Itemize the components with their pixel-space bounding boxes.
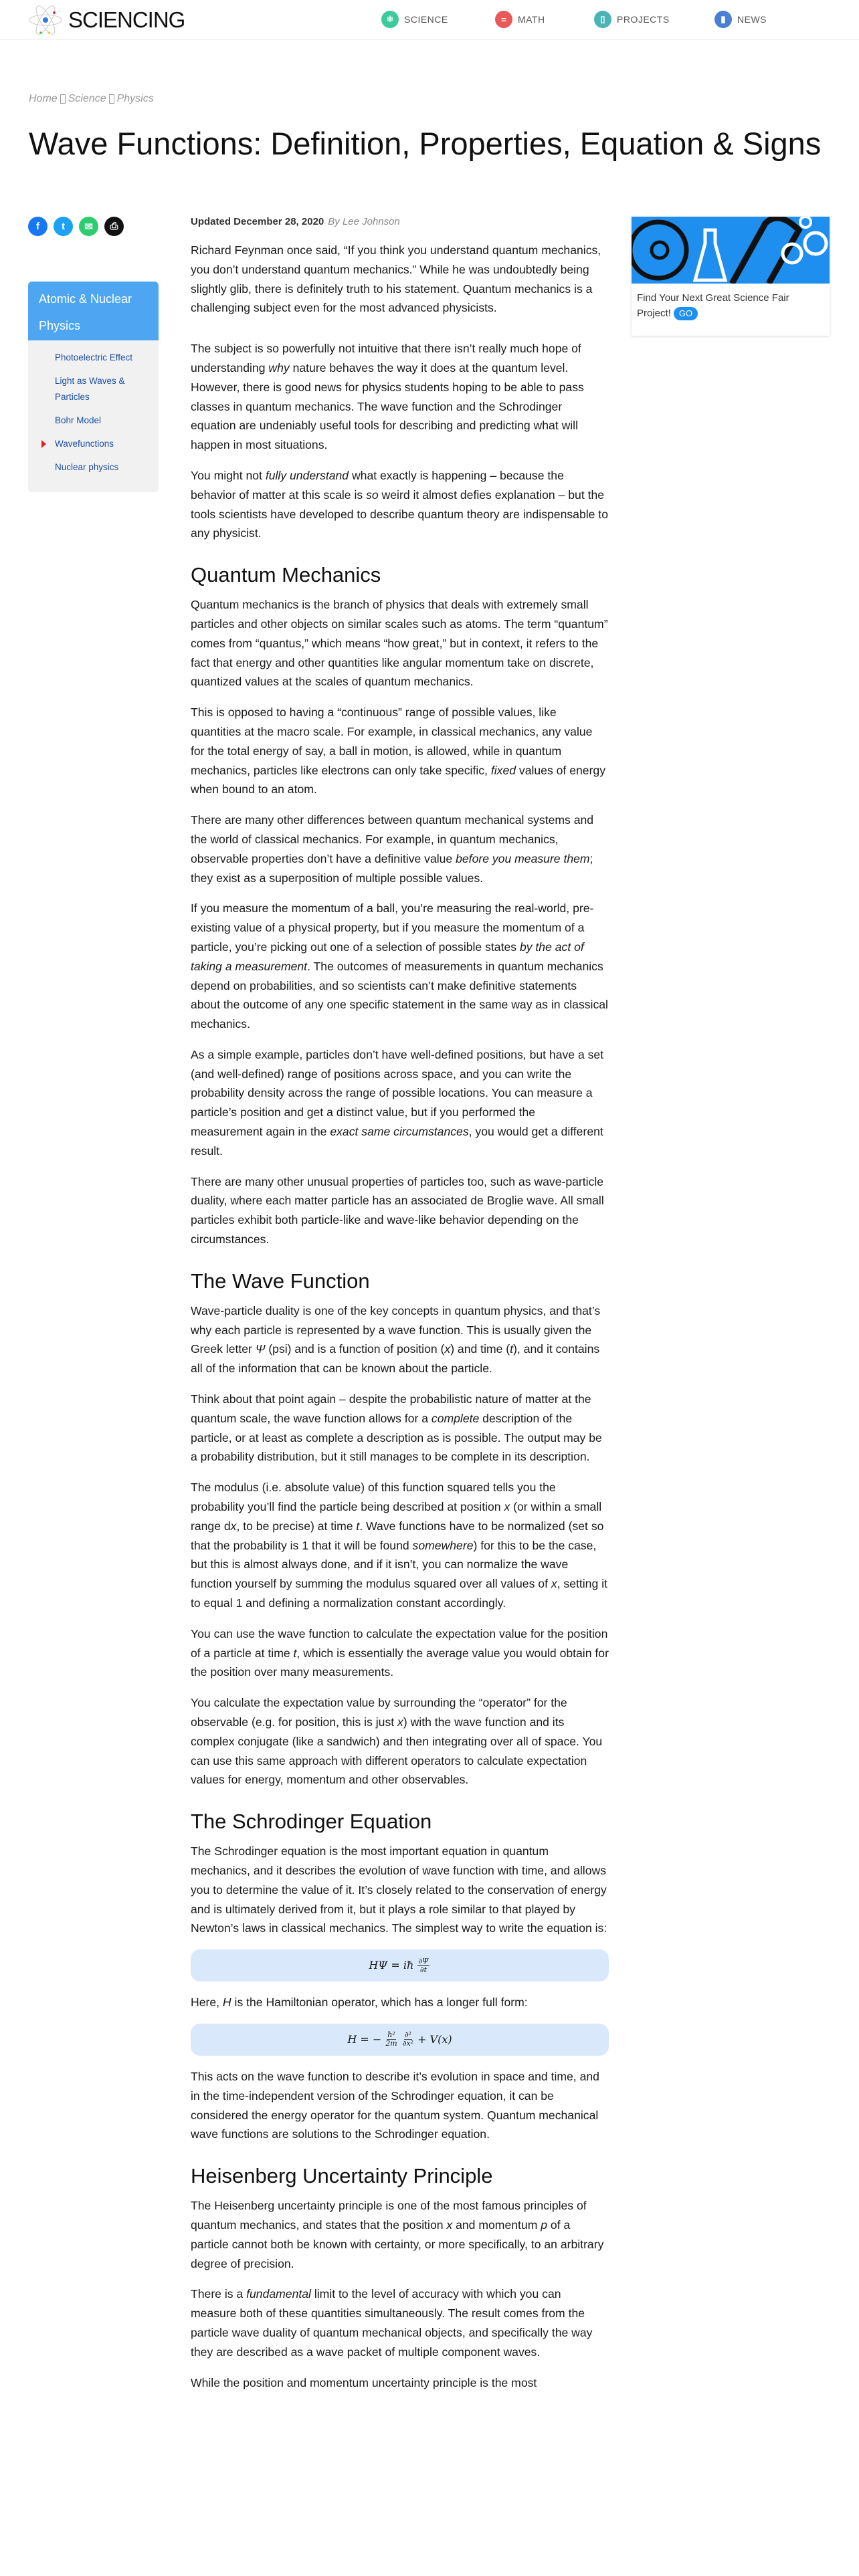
site-logo[interactable] — [27, 4, 185, 36]
text-run: ) and time ( — [450, 1342, 510, 1356]
text-run: This is opposed to having a “continuous” range of possible values, like quantities at the macro scale. For example, in classical mechanics, any value for the total energy of say, a ball in motion, is allowed, while in quantum mechanics, particles like electrons can only take specific, — [191, 706, 593, 777]
breadcrumb-separator-icon — [109, 94, 114, 104]
text-run: ) for this to be the case, but this is almost always done, and if it isn’t, you can normalize the wave function yourself by summing the modulus squared over all values of — [191, 1538, 597, 1591]
emphasis-text: t — [293, 1646, 297, 1660]
science-illustration — [632, 217, 830, 284]
equation-box — [191, 2024, 609, 2056]
text-run: Wave-particle duality is one of the key concepts in quantum physics, and that’s why each particle is represented by a wave function. This is usually given the Greek letter — [191, 1303, 601, 1356]
share-buttons — [28, 217, 124, 236]
section-heading — [191, 1268, 609, 1295]
equals-icon: = — [495, 11, 512, 28]
breadcrumb-science[interactable]: Science — [68, 93, 106, 104]
emphasis-text: fully understand — [265, 468, 349, 482]
science-fair-ad[interactable] — [632, 217, 830, 336]
sidebar-item[interactable]: Bohr Model — [55, 415, 102, 425]
text-run: This acts on the wave function to describe it’s evolution in space and time, and in the time-independent version of the Schrodinger equation, it can be considered the energy operator for the quantum system. Quantum mechanical wave functions are solutions to the Schrodinger equation. — [191, 2069, 599, 2141]
emphasis-text: fundamental — [246, 2287, 311, 2301]
text-run: values of energy when bound to an atom. — [191, 763, 606, 796]
paragraph — [191, 1172, 609, 1249]
text-run: ) with the wave function and its complex conjugate (like a sandwich) and then integrating over all of space. You can use this same approach with different operators to calculate expectation values for energy, momentum and other observables. — [191, 1715, 603, 1787]
text-run: limit to the level of accuracy with which you can measure both of these quantities simultaneously. The result comes from the particle wave duality of quantum mechanical objects, and specifically the way they are described as a wave packet of multiple component waves. — [191, 2287, 593, 2359]
nav-news[interactable] — [714, 11, 767, 28]
section-heading — [191, 2163, 609, 2189]
emphasis-text: fixed — [490, 763, 516, 777]
text-run: The Schrodinger equation is the most important equation in quantum mechanics, and it describes the evolution of wave function with time, and allows you to determine the value of it. It’s closely related to the conservation of energy and is ultimately derived from it, but it plays a role similar to that played by Newton’s laws in classical mechanics. The simplest way to write the equation is: — [191, 1844, 607, 1935]
text-run: There are many other unusual properties of particles too, such as wave-particle duality, where each matter particle has an associated de Broglie wave. All small particles exhibit both particle-like and wave-like behavior depending on the circumstances. — [191, 1174, 604, 1247]
text-run: Heisenberg Uncertainty Principle — [191, 2164, 493, 2188]
updated-date: Updated December 28, 2020 — [191, 216, 324, 227]
paragraph — [191, 466, 609, 543]
text-run: of a particle cannot both be known with certainty, or more specifically, to an arbitrary degree of precision. — [191, 2218, 604, 2270]
nav-math[interactable] — [495, 11, 545, 28]
ad-text — [632, 284, 830, 328]
breadcrumb — [29, 93, 154, 105]
ad-headline: Find Your Next Great Science Fair Project! — [637, 292, 789, 319]
print-icon[interactable]: ⎙ — [104, 217, 124, 236]
equation-term: + V(x) — [417, 2032, 452, 2046]
nav-label: NEWS — [737, 14, 767, 25]
breadcrumb-separator-icon — [60, 94, 66, 104]
text-run: While the position and momentum uncertainty principle is the most — [191, 2375, 537, 2389]
atom-logo-icon — [27, 4, 64, 36]
text-run: , you would get a different result. — [191, 1125, 603, 1158]
email-icon[interactable]: ✉ — [79, 217, 98, 236]
topic-sidebar — [28, 282, 159, 492]
text-run: what exactly is happening – because the behavior of matter at this scale is — [191, 468, 564, 502]
emphasis-text: exact same circumstances — [330, 1125, 469, 1139]
equation-fraction — [385, 2031, 397, 2048]
text-run: You might not — [191, 468, 266, 482]
paragraph — [191, 339, 609, 455]
text-run: You can use the wave function to calculate the expectation value for the position of a particle at time — [191, 1626, 608, 1660]
nav-science[interactable] — [381, 11, 448, 28]
emphasis-text: t — [510, 1342, 514, 1356]
emphasis-text: x — [230, 1519, 237, 1533]
emphasis-text: why — [268, 360, 290, 374]
paragraph — [191, 1390, 609, 1467]
paragraph — [191, 1478, 609, 1613]
emphasis-text: by the act of taking a measurement — [191, 940, 584, 973]
article-body — [191, 241, 609, 2403]
book-icon: ▯ — [594, 11, 611, 28]
text-run: ), and it contains all of the information that can be known about the particle. — [191, 1342, 600, 1376]
text-run: Here, — [191, 1996, 223, 2010]
paragraph — [191, 811, 609, 887]
paragraph — [191, 1301, 609, 1378]
text-run: Richard Feynman once said, “If you think you understand quantum mechanics, you don’t understand quantum mechanics.” While he was undoubtedly being slightly glib, there is definitely truth to his statement. Quantum mechanics is a challenging subject even for the most advanced physicists. — [191, 243, 601, 315]
fraction-num: ∂² — [404, 2030, 411, 2040]
paragraph — [191, 1842, 609, 1938]
breadcrumb-physics[interactable]: Physics — [116, 93, 154, 104]
paragraph — [191, 1993, 609, 2012]
paragraph — [191, 2196, 609, 2273]
text-run: . Wave functions have to be normalized (set so that the probability is 1 that it will be found — [191, 1519, 604, 1552]
text-run: Think about that point again – despite the probabilistic nature of matter at the quantum scale, the wave function allows for a — [191, 1392, 591, 1425]
page-title: Wave Functions: Definition, Properties, Equation & Signs — [29, 126, 822, 161]
text-run: weird it almost defies explanation – but the tools scientists have developed to describe quantum theory are indispensable to any physicist. — [191, 488, 608, 540]
fraction-den: 2m — [385, 2039, 397, 2048]
facebook-icon[interactable]: f — [28, 217, 47, 236]
text-run: nature behaves the way it does at the quantum level. However, there is good news for physics students hoping to be able to pass classes in quantum mechanics. The wave function and the Schrodinger equation are undeniably useful tools for describing and predicting what will happen in most situations. — [191, 360, 584, 452]
paragraph — [191, 899, 609, 1034]
emphasis-text: p — [541, 2218, 548, 2232]
logo-text: SCIENCING — [68, 7, 185, 32]
text-run: is the Hamiltonian operator, which has a longer full form: — [231, 1996, 528, 2010]
nav-label: MATH — [518, 14, 545, 25]
equation-box — [191, 1949, 609, 1981]
fraction-den: ∂x² — [402, 2039, 414, 2048]
paragraph — [191, 703, 609, 799]
emphasis-text: before you measure them — [456, 851, 590, 865]
emphasis-text: x — [551, 1577, 557, 1591]
paragraph — [191, 2284, 609, 2361]
text-run: The Schrodinger Equation — [191, 1810, 432, 1834]
paragraph — [191, 1624, 609, 1682]
paragraph — [191, 595, 609, 691]
emphasis-text: x — [504, 1500, 510, 1514]
text-run: If you measure the momentum of a ball, you’re measuring the real-world, pre-existing value of a physical property, but if you measure the momentum of a particle, you’re picking out one of a selection of possible states — [191, 901, 594, 954]
equation-term: HΨ = iħ — [369, 1958, 414, 1971]
emphasis-text: x — [446, 2218, 453, 2232]
paragraph — [191, 2373, 609, 2393]
paragraph — [191, 1693, 609, 1790]
emphasis-text: somewhere — [412, 1538, 474, 1552]
emphasis-text: so — [366, 488, 379, 502]
text-run: The Heisenberg uncertainty principle is one of the most famous principles of quantum mechanics, and states that the position — [191, 2199, 587, 2232]
nav-label: SCIENCE — [404, 14, 448, 25]
sidebar-heading[interactable]: Atomic & Nuclear Physics — [28, 282, 159, 340]
text-run: , setting it to equal 1 and defining a normalization constant accordingly. — [191, 1577, 607, 1610]
breadcrumb-home[interactable]: Home — [29, 93, 58, 104]
phone-icon: ▮ — [714, 11, 732, 28]
nav-label: PROJECTS — [617, 14, 670, 25]
equation-fraction — [417, 1957, 429, 1974]
go-button[interactable]: GO — [674, 307, 698, 320]
nav-projects[interactable] — [594, 11, 670, 28]
text-run: Quantum Mechanics — [191, 563, 381, 587]
sidebar-item[interactable]: Wavefunctions — [28, 436, 159, 452]
text-run: As a simple example, particles don’t have well-defined positions, but have a set (and well-defined) range of positions across space, and you can write the probability density across the range of possible locations. You can measure a particle’s position and get a distinct value, but if you performed the measurement again in the — [191, 1047, 604, 1139]
equation-fraction — [403, 2031, 413, 2048]
text-run: description of the particle, or at least as complete a description as is possible. The output may be a probability distribution, but it still manages to be complete in its description. — [191, 1411, 602, 1464]
fraction-den: ∂t — [419, 1965, 427, 1974]
text-run: , which is essentially the average value you would obtain for the position over many measurements. — [191, 1646, 609, 1679]
text-run: (or within a small range d — [191, 1500, 602, 1533]
text-run: There is a — [191, 2287, 247, 2301]
emphasis-text: complete — [431, 1411, 480, 1425]
sidebar-item[interactable]: Light as Waves & Particles — [55, 376, 125, 402]
emphasis-text: H — [222, 1996, 231, 2010]
paragraph — [191, 2067, 609, 2144]
section-heading — [191, 562, 609, 588]
sidebar-item[interactable]: Nuclear physics — [55, 462, 119, 472]
twitter-icon[interactable]: t — [54, 217, 73, 236]
text-run: You calculate the expectation value by surrounding the “operator” for the observable (e.g. for position, this is just — [191, 1696, 567, 1729]
text-run: , to be precise) at time — [236, 1519, 357, 1533]
text-run: ; they exist as a superposition of multiple possible values. — [191, 851, 593, 885]
paragraph — [191, 1045, 609, 1161]
author[interactable]: By Lee Johnson — [328, 216, 400, 227]
text-run: (psi) and is a function of position ( — [265, 1342, 445, 1356]
article-meta — [191, 216, 400, 227]
emphasis-text: x — [444, 1342, 451, 1356]
text-run: There are many other differences between quantum mechanical systems and the world of classical mechanics. For example, in quantum mechanics, observable properties don’t have a definitive value — [191, 813, 594, 865]
text-run: and momentum — [452, 2218, 541, 2232]
equation-term: H = − — [347, 2032, 382, 2046]
text-run: The modulus (i.e. absolute value) of this function squared tells you the probability you’ll find the particle being described at position — [191, 1481, 556, 1514]
section-heading — [191, 1808, 609, 1835]
atom-icon: ⚛ — [381, 11, 399, 28]
fraction-num: ∂Ψ — [418, 1956, 429, 1965]
emphasis-text: x — [397, 1715, 403, 1729]
fraction-num: ħ² — [387, 2030, 395, 2040]
sidebar-item[interactable]: Photoelectric Effect — [55, 352, 133, 362]
emphasis-text: Ψ — [255, 1342, 266, 1356]
text-run: The subject is so powerfully not intuitive that there isn’t really much hope of understanding — [191, 342, 581, 374]
paragraph — [191, 241, 609, 318]
text-run: Quantum mechanics is the branch of physics that deals with extremely small particles and other objects on similar scales such as atoms. The term “quantum” comes from “quantus,” which means “how great,” but in context, it refers to the fact that energy and other quantities like angular momentum take on discrete, quantized values at the scales of quantum mechanics. — [191, 598, 608, 689]
site-header — [0, 0, 859, 39]
emphasis-text: t — [356, 1519, 360, 1533]
text-run: . The outcomes of measurements in quantum mechanics depend on probabilities, and so scientists can’t make definitive statements about the outcome of any one specific statement in the same way as in classical mechanics. — [191, 959, 608, 1031]
sidebar-list — [28, 340, 159, 475]
text-run: The Wave Function — [191, 1269, 370, 1293]
